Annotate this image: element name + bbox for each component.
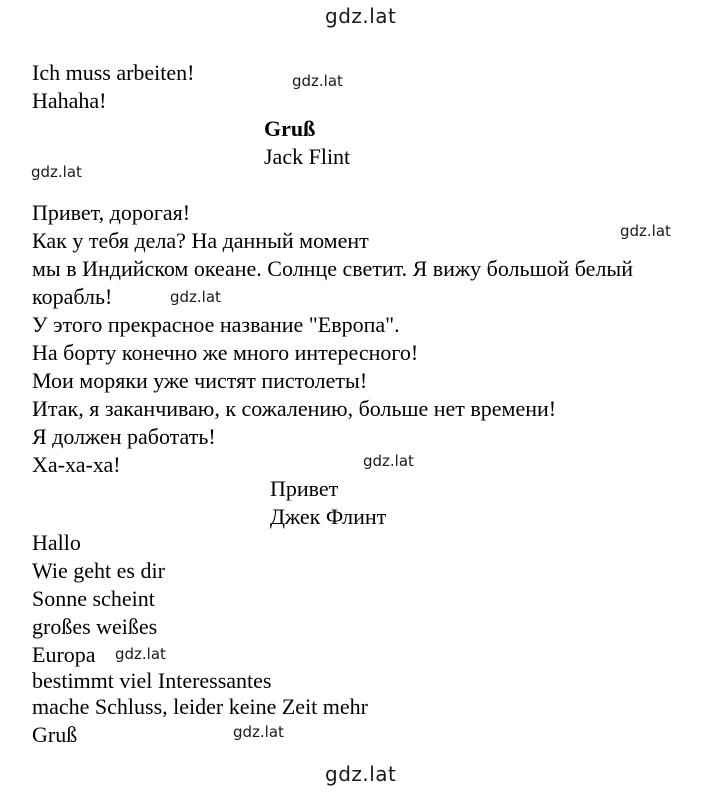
text-line: Ха-ха-ха!: [32, 452, 121, 477]
watermark-top: gdz.lat: [325, 4, 397, 28]
watermark-bottom: gdz.lat: [325, 762, 397, 786]
text-line: Привет, дорогая!: [32, 200, 191, 225]
text-line: Hahaha!: [32, 88, 107, 113]
vocabulary-item: großes weißes: [32, 614, 158, 639]
vocabulary-item: Europa: [32, 642, 96, 667]
watermark: gdz.lat: [292, 72, 343, 90]
text-line: На борту конечно же много интересного!: [32, 340, 419, 365]
text-line: Итак, я заканчиваю, к сожалению, больше нет времени!: [32, 396, 557, 421]
vocabulary-item: Wie geht es dir: [32, 558, 165, 583]
closing: Привет: [270, 476, 339, 501]
text-line: корабль!: [32, 284, 113, 309]
vocabulary-item: Hallo: [32, 530, 81, 555]
vocabulary-item: Sonne scheint: [32, 586, 155, 611]
signature: Jack Flint: [264, 144, 351, 169]
text-line: Я должен работать!: [32, 424, 216, 449]
text-line: Как у тебя дела? На данный момент: [32, 228, 369, 253]
watermark: gdz.lat: [115, 645, 166, 663]
watermark: gdz.lat: [363, 452, 414, 470]
text-line: Мои моряки уже чистят пистолеты!: [32, 368, 368, 393]
watermark: gdz.lat: [233, 723, 284, 741]
vocabulary-item: Gruß: [32, 722, 78, 747]
closing: Gruß: [264, 116, 316, 141]
vocabulary-item: mache Schluss, leider keine Zeit mehr: [32, 694, 368, 719]
watermark: gdz.lat: [31, 163, 82, 181]
watermark: gdz.lat: [170, 288, 221, 306]
vocabulary-item: bestimmt viel Interessantes: [32, 668, 272, 693]
text-line: У этого прекрасное название "Европа".: [32, 312, 400, 337]
text-line: Ich muss arbeiten!: [32, 60, 195, 85]
signature: Джек Флинт: [270, 504, 387, 529]
watermark: gdz.lat: [620, 222, 671, 240]
text-line: мы в Индийском океане. Солнце светит. Я вижу большой белый: [32, 256, 633, 281]
